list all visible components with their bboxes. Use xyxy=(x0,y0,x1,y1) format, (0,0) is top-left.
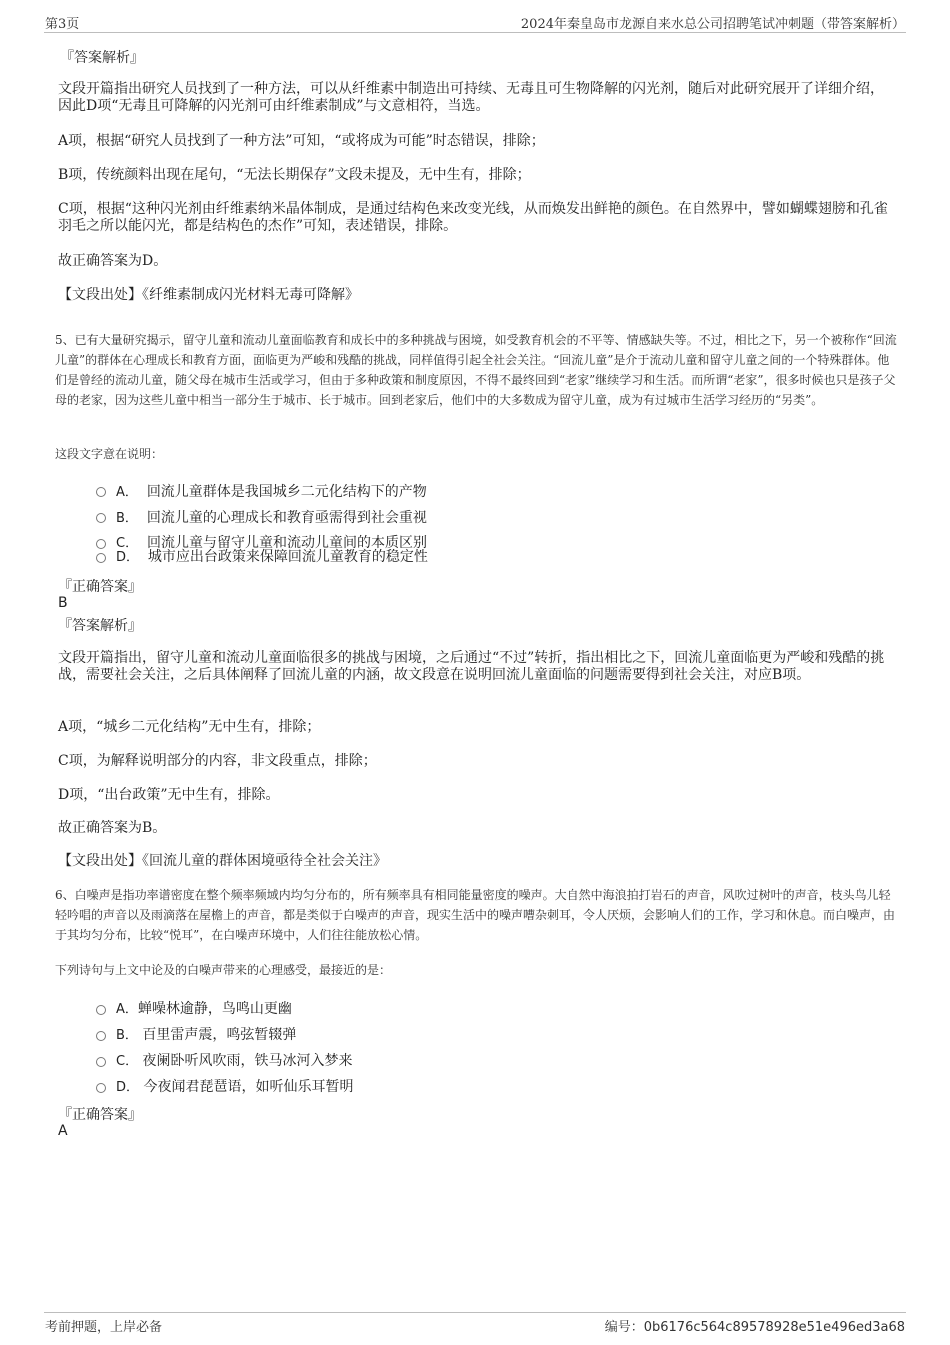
q5-option-d[interactable] xyxy=(116,546,428,566)
option-text: 今夜闻君琵琶语，如听仙乐耳暂明 xyxy=(143,1079,354,1095)
q5-option-b-radio[interactable] xyxy=(96,513,106,523)
q5-option-d-radio[interactable] xyxy=(96,553,106,563)
option-text: 回流儿童与留守儿童和流动儿童间的本质区别 xyxy=(146,535,427,551)
q4-analysis-option-c: C项，根据“这种闪光剂由纤维素纳米晶体制成，是通过结构色来改变光线，从而焕发出鲜艳的颜色。在自然界中，譬如蝴蝶翅膀和孔雀羽毛之所以能闪光，都是结构色的杰作”可知，表述错误，排除。 xyxy=(58,201,888,234)
serial-label: 编号： xyxy=(604,1320,644,1335)
q4-conclusion: 故正确答案为D。 xyxy=(58,253,168,269)
q6-option-c[interactable] xyxy=(116,1050,353,1070)
q4-analysis-label: 『答案解析』 xyxy=(60,50,144,66)
q6-answer-label: 『正确答案』 xyxy=(58,1107,142,1123)
option-letter: C． xyxy=(116,536,139,551)
q5-option-b[interactable] xyxy=(116,507,427,527)
q5-answer: B xyxy=(58,595,68,611)
option-letter: C． xyxy=(116,1054,139,1069)
q6-option-a-radio[interactable] xyxy=(96,1005,106,1015)
q4-analysis-paragraph: 文段开篇指出研究人员找到了一种方法，可以从纤维素中制造出可持续、无毒且可生物降解的闪光剂，随后对此研究展开了详细介绍，因此D项“无毒且可降解的闪光剂可由纤维素制成”与文意相符，当选。 xyxy=(58,81,884,114)
option-text: 百里雷声震，鸣弦暂辍弹 xyxy=(142,1027,297,1043)
option-letter: A． xyxy=(116,1002,138,1017)
q5-analysis-option-a: A项，“城乡二元化结构”无中生有，排除； xyxy=(58,719,321,735)
q5-source: 【文段出处】《回流儿童的群体困境亟待全社会关注》 xyxy=(58,853,387,869)
q5-analysis-option-d: D项，“出台政策”无中生有，排除。 xyxy=(58,787,280,803)
page-number: 第3页 xyxy=(45,17,80,32)
q5-option-a-radio[interactable] xyxy=(96,487,106,497)
q6-option-d-radio[interactable] xyxy=(96,1083,106,1093)
q5-option-c-radio[interactable] xyxy=(96,539,106,549)
option-text: 回流儿童的心理成长和教育亟需得到社会重视 xyxy=(146,510,427,526)
q5-analysis-option-c: C项，为解释说明部分的内容，非文段重点，排除； xyxy=(58,753,377,769)
q6-answer: A xyxy=(58,1123,68,1139)
q5-analysis-label: 『答案解析』 xyxy=(58,618,142,634)
option-letter: D． xyxy=(116,1080,140,1095)
header-divider xyxy=(44,32,906,33)
q4-analysis-option-a: A项，根据“研究人员找到了一种方法”可知，“或将成为可能”时态错误，排除； xyxy=(58,133,545,149)
q6-option-d[interactable] xyxy=(116,1076,353,1096)
option-text: 回流儿童群体是我国城乡二元化结构下的产物 xyxy=(146,484,427,500)
option-letter: B． xyxy=(116,1028,138,1043)
document-title: 2024年秦皇岛市龙源自来水总公司招聘笔试冲刺题（带答案解析） xyxy=(520,17,905,32)
q6-option-c-radio[interactable] xyxy=(96,1057,106,1067)
option-letter: B． xyxy=(116,511,138,526)
q6-prompt: 下列诗句与上文中论及的白噪声带来的心理感受，最接近的是： xyxy=(55,963,392,977)
option-letter: D． xyxy=(116,550,140,565)
option-text: 城市应出台政策来保障回流儿童教育的稳定性 xyxy=(147,549,428,565)
option-letter: A． xyxy=(116,485,138,500)
serial-code: 0b6176c564c89578928e51e496ed3a68 xyxy=(643,1320,905,1335)
q6-option-a[interactable] xyxy=(116,998,292,1018)
footer-divider xyxy=(44,1312,906,1313)
q4-analysis-option-b: B项，传统颜料出现在尾句，“无法长期保存”文段未提及，无中生有，排除； xyxy=(58,167,531,183)
q5-stem: 5、已有大量研究揭示，留守儿童和流动儿童面临教育和成长中的多种挑战与困境，如受教育机会的不平等、情感缺失等。不过，相比之下，另一个被称作“回流儿童”的群体在心理成长和教育方面，面临更为严峻和残酷的挑战，同样值得引起全社会关注。“回流儿童”是介于流动儿童和留守儿童之间的一个特殊群体。他们是曾经的流动儿童，随父母在城市生活或学习，但由于多种政策和制度原因，不得不最终回到“老家”继续学习和生活。而所谓“老家”，很多时候也只是孩子父母的老家，因为这些儿童中相当一部分生于城市、长于城市。回到老家后，他们中的大多数成为留守儿童，成为有过城市生活学习经历的“另类”。 xyxy=(55,333,897,407)
q5-analysis-paragraph: 文段开篇指出，留守儿童和流动儿童面临很多的挑战与困境，之后通过“不过”转折，指出相比之下，回流儿童面临更为严峻和残酷的挑战，需要社会关注，之后具体阐释了回流儿童的内涵，故文段意在说明回流儿童面临的问题需要得到社会关注，对应B项。 xyxy=(58,650,885,683)
q6-option-b-radio[interactable] xyxy=(96,1031,106,1041)
q4-source: 【文段出处】《纤维素制成闪光材料无毒可降解》 xyxy=(58,287,359,303)
footer-slogan: 考前押题，上岸必备 xyxy=(45,1320,163,1335)
q6-stem: 6、白噪声是指功率谱密度在整个频率频域内均匀分布的，所有频率具有相同能量密度的噪声。大自然中海浪拍打岩石的声音，风吹过树叶的声音，枝头鸟儿轻轻吟唱的声音以及雨滴落在屋檐上的声音，都是类似于白噪声的声音，现实生活中的噪声嘈杂刺耳，令人厌烦，会影响人们的工作，学习和休息。而白噪声，由于其均匀分布，比较“悦耳”，在白噪声环境中，人们往往能放松心情。 xyxy=(55,888,896,942)
q5-answer-label: 『正确答案』 xyxy=(58,579,142,595)
option-text: 夜阑卧听风吹雨，铁马冰河入梦来 xyxy=(142,1053,353,1069)
q5-option-a[interactable] xyxy=(116,481,427,501)
q5-conclusion: 故正确答案为B。 xyxy=(58,820,167,836)
q5-prompt: 这段文字意在说明： xyxy=(55,447,164,461)
option-text: 蝉噪林逾静，鸟鸣山更幽 xyxy=(137,1001,292,1017)
footer-serial xyxy=(605,1316,905,1335)
q6-option-b[interactable] xyxy=(116,1024,296,1044)
